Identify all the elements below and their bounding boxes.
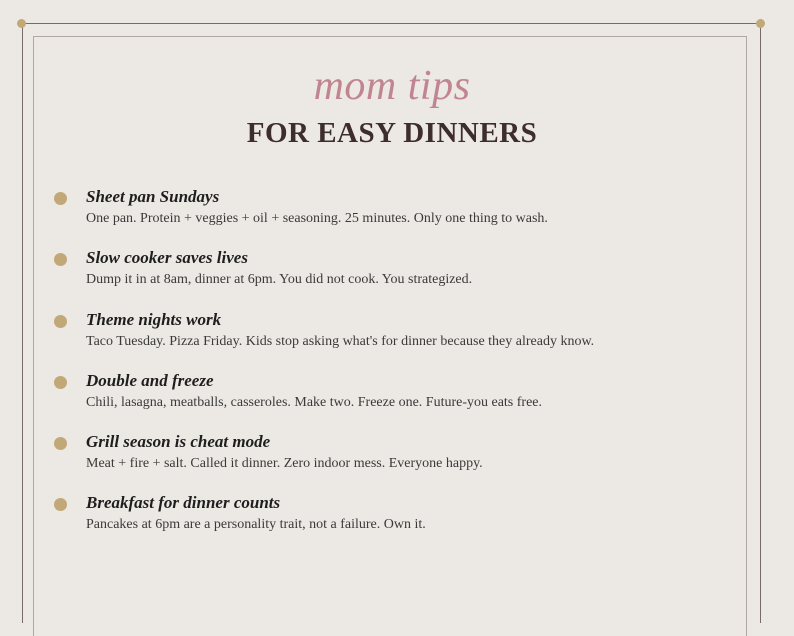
tip-title: Breakfast for dinner counts bbox=[86, 493, 281, 512]
tip-title: Sheet pan Sundays bbox=[86, 187, 220, 206]
page-title: FOR EASY DINNERS bbox=[246, 117, 538, 149]
script-title: mom tips bbox=[313, 63, 471, 109]
list-item bbox=[0, 247, 794, 297]
bullet-dot-icon bbox=[54, 315, 67, 328]
bullet-dot-icon bbox=[54, 192, 67, 205]
corner-dot-left bbox=[17, 19, 26, 28]
tip-body: Taco Tuesday. Pizza Friday. Kids stop asking what's for dinner because they already know. bbox=[86, 334, 595, 349]
top-border-line bbox=[22, 23, 760, 24]
corner-dot-right bbox=[756, 19, 765, 28]
list-item bbox=[0, 309, 794, 359]
bullet-dot-icon bbox=[54, 498, 67, 511]
tip-body: One pan. Protein + veggies + oil + seasoning. 25 minutes. Only one thing to wash. bbox=[86, 211, 548, 226]
tip-title: Slow cooker saves lives bbox=[86, 248, 248, 267]
bullet-dot-icon bbox=[54, 253, 67, 266]
tip-title: Grill season is cheat mode bbox=[86, 432, 271, 451]
list-item bbox=[0, 431, 794, 481]
bullet-dot-icon bbox=[54, 376, 67, 389]
list-item bbox=[0, 370, 794, 420]
bullet-dot-icon bbox=[54, 437, 67, 450]
tip-body: Pancakes at 6pm are a personality trait, not a failure. Own it. bbox=[86, 517, 426, 532]
list-item bbox=[0, 186, 794, 236]
tip-title: Theme nights work bbox=[86, 310, 222, 329]
tip-body: Chili, lasagna, meatballs, casseroles. Make two. Freeze one. Future-you eats free. bbox=[86, 395, 543, 410]
tip-body: Meat + fire + salt. Called it dinner. Zero indoor mess. Everyone happy. bbox=[86, 456, 483, 471]
list-item bbox=[0, 492, 794, 542]
tip-body: Dump it in at 8am, dinner at 6pm. You did not cook. You strategized. bbox=[86, 272, 473, 287]
tip-title: Double and freeze bbox=[86, 371, 214, 390]
